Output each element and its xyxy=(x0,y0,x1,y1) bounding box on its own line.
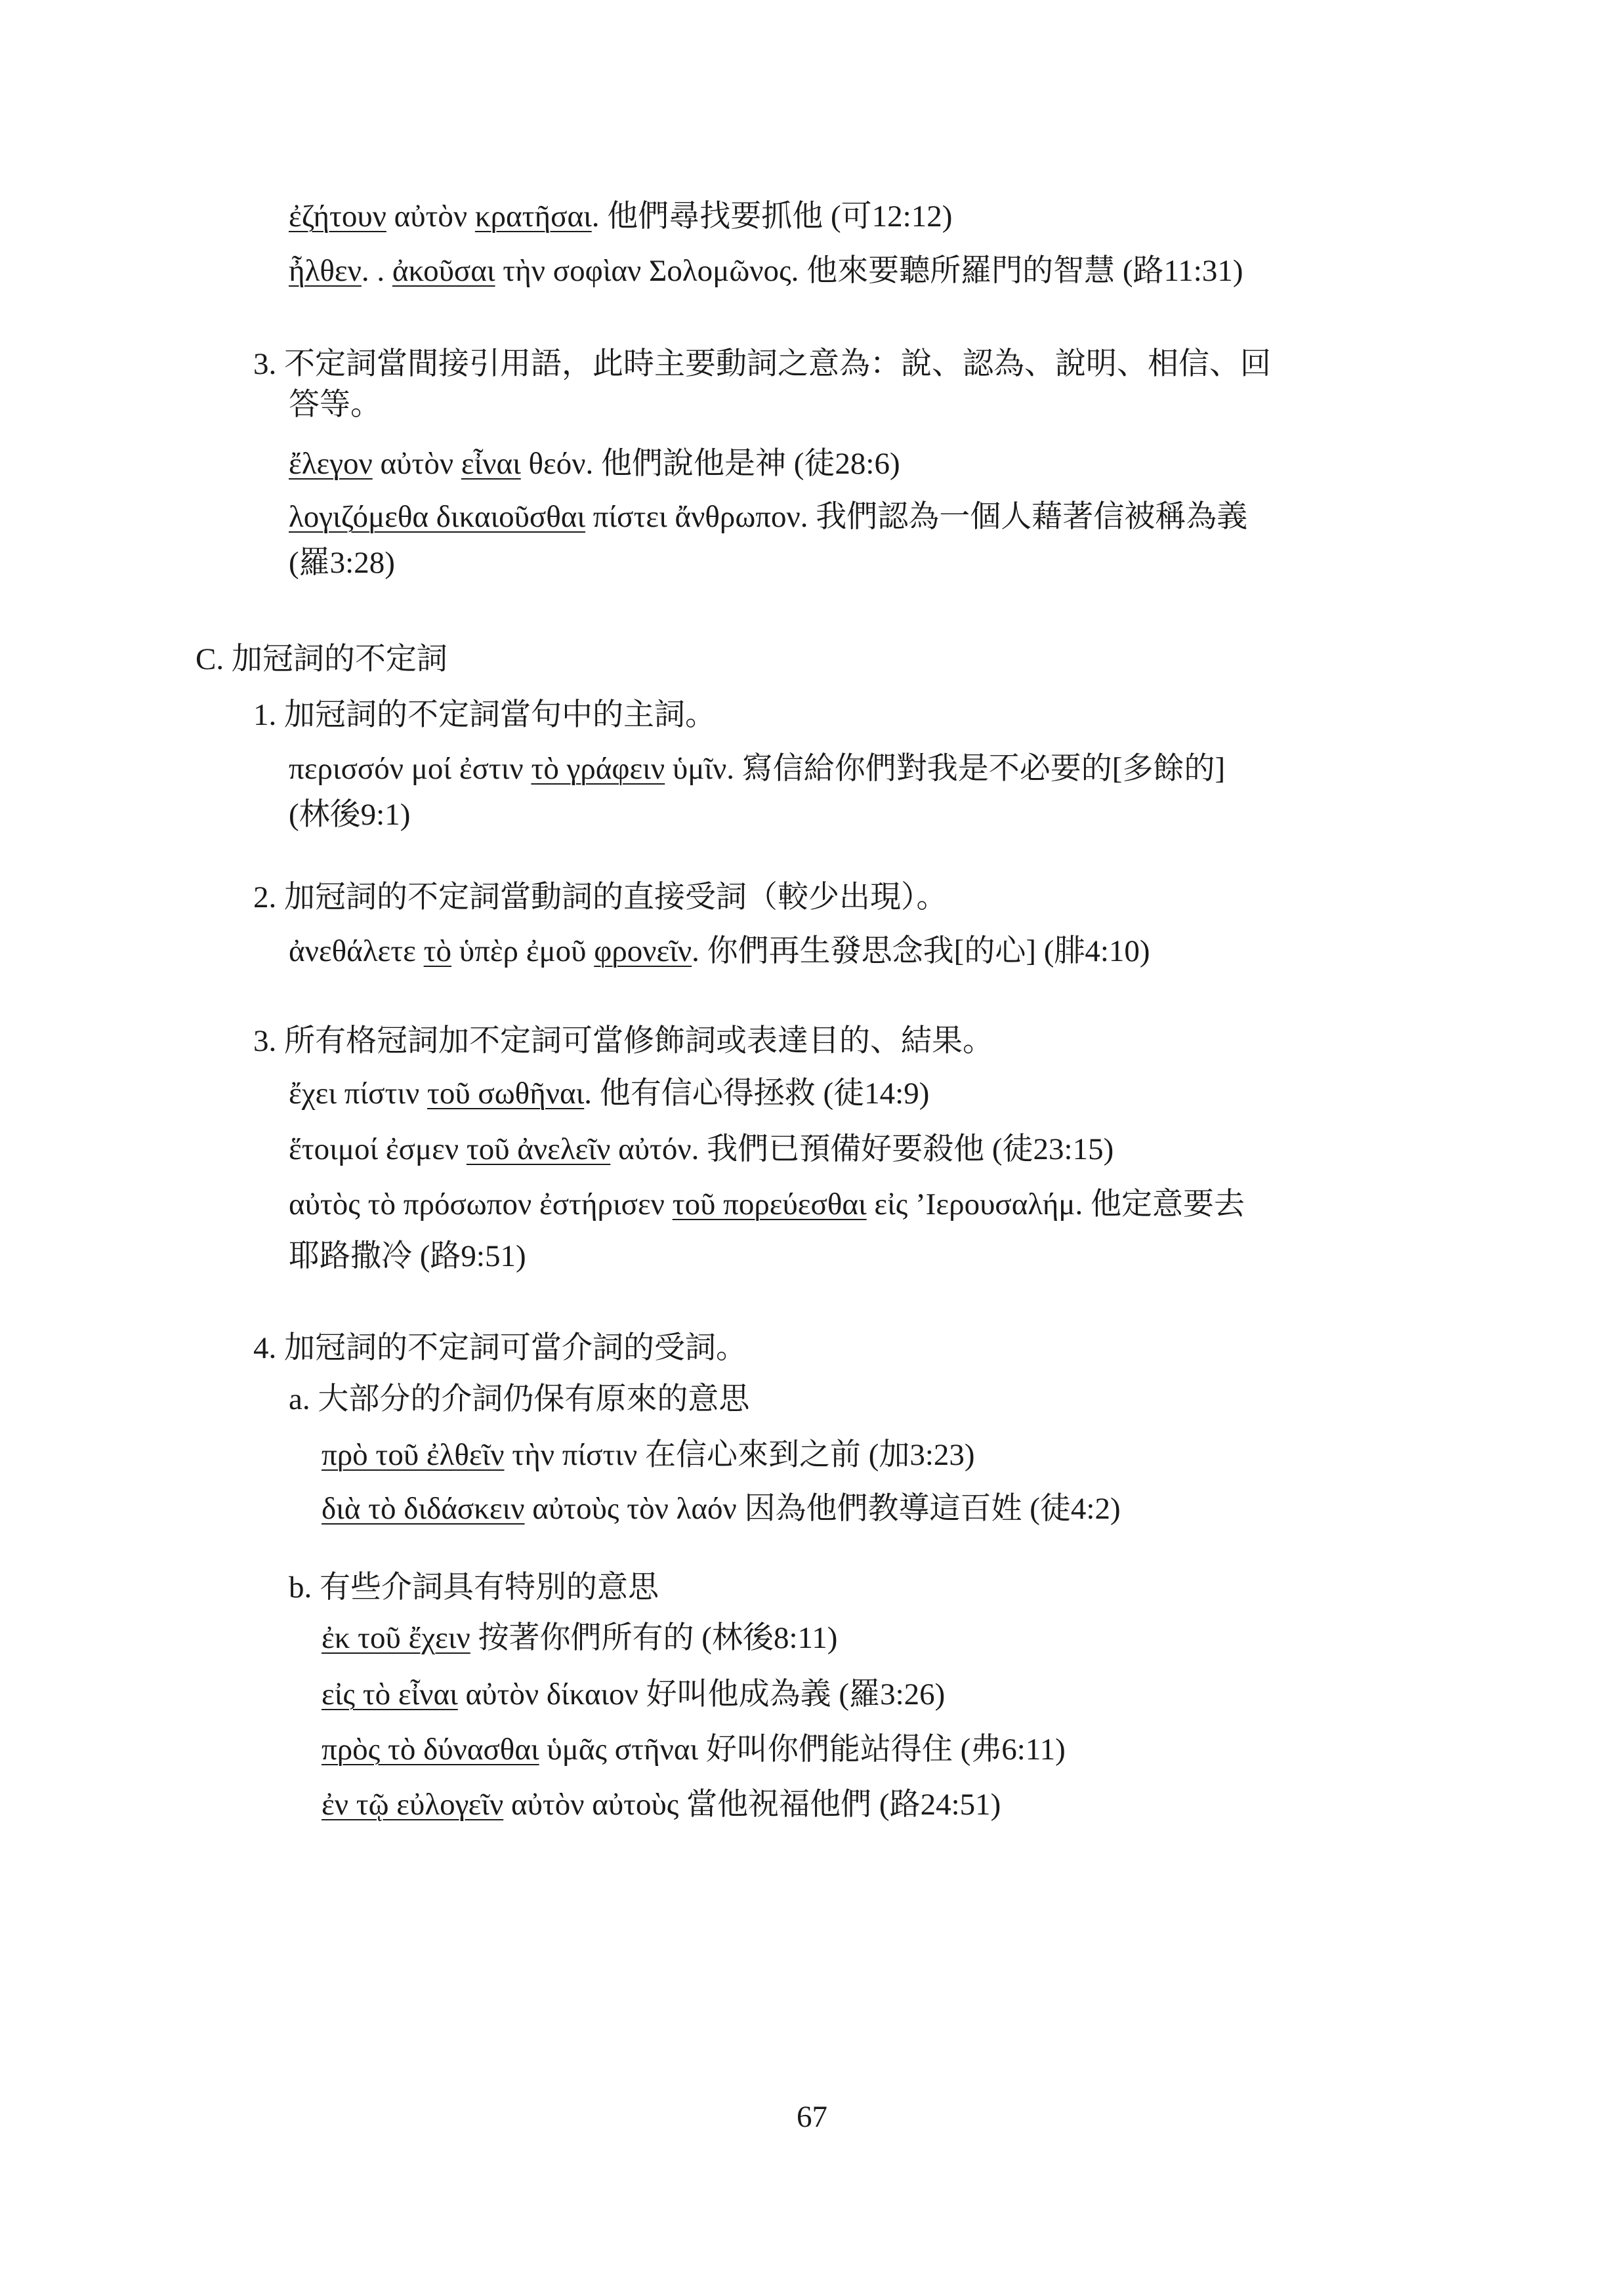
underlined-greek-phrase: τοῦ πορεύεσθαι xyxy=(672,1187,867,1221)
text-segment: ὑμῖν. 寫信給你們對我是不必要的[多餘的] xyxy=(665,752,1226,786)
text-segment: ἔχει πίστιν xyxy=(289,1076,427,1111)
list-item-heading-continuation: 答等。 xyxy=(289,388,381,422)
example-line xyxy=(289,197,952,236)
list-item-heading: 3. 不定詞當間接引用語，此時主要動詞之意為：說、認為、說明、相信、回 xyxy=(253,347,1271,381)
text-segment: αὐτὸς τὸ πρόσωπον ἐστήρισεν xyxy=(289,1187,673,1221)
list-item-heading: 1. 加冠詞的不定詞當句中的主詞。 xyxy=(253,698,716,732)
text-segment: εἰς ’Ιερουσαλήμ. 他定意要去 xyxy=(866,1187,1245,1221)
text-segment: αὐτόν. 我們已預備好要殺他 (徒23:15) xyxy=(610,1132,1114,1166)
example-reference: (林後9:1) xyxy=(289,798,411,832)
underlined-greek-phrase: τὸ xyxy=(423,934,452,968)
example-line xyxy=(322,1489,1121,1528)
example-line xyxy=(289,497,1247,537)
example-reference: (羅3:28) xyxy=(289,546,395,580)
underlined-greek-phrase: ἦλθεν xyxy=(289,254,362,288)
example-line xyxy=(289,932,1150,971)
underlined-greek-phrase: ἀκοῦσαι xyxy=(392,254,495,288)
example-line xyxy=(289,1185,1245,1224)
list-item-heading: 4. 加冠詞的不定詞可當介詞的受詞。 xyxy=(253,1331,747,1365)
text-segment: 按著你們所有的 (林後8:11) xyxy=(470,1621,838,1655)
example-line xyxy=(322,1785,1001,1824)
underlined-greek-phrase: πρὸς τὸ δύνασθαι xyxy=(322,1732,539,1767)
text-segment: περισσόν μοί ἐστιν xyxy=(289,752,531,786)
text-segment: αὐτοὺς τὸν λαόν 因為他們教導這百姓 (徒4:2) xyxy=(524,1492,1121,1526)
list-item-heading: 3. 所有格冠詞加不定詞可當修飾詞或表達目的、結果。 xyxy=(253,1024,993,1058)
underlined-greek-phrase: πρὸ τοῦ ἐλθεῖν xyxy=(322,1438,505,1472)
underlined-greek-phrase: κρατῆσαι xyxy=(474,199,592,234)
sub-item-heading: b. 有些介詞具有特別的意思 xyxy=(289,1570,659,1605)
example-line xyxy=(289,749,1225,789)
sub-item-heading: a. 大部分的介詞仍保有原來的意思 xyxy=(289,1382,750,1416)
underlined-greek-phrase: ἐκ τοῦ ἔχειν xyxy=(322,1621,470,1655)
underlined-greek-phrase: τοῦ ἀνελεῖν xyxy=(466,1132,611,1166)
example-line xyxy=(289,444,900,483)
underlined-greek-phrase: εἶναι xyxy=(461,447,521,481)
text-segment: ἕτοιμοί ἐσμεν xyxy=(289,1132,467,1166)
text-segment: . 你們再生發思念我[的心] (腓4:10) xyxy=(692,934,1150,968)
example-line xyxy=(322,1675,945,1714)
text-segment: αὐτὸν αὐτοὺς 當他祝福他們 (路24:51) xyxy=(503,1788,1001,1822)
example-line xyxy=(289,1130,1114,1169)
text-segment: αὐτὸν xyxy=(372,447,461,481)
text-segment: . . xyxy=(361,254,392,288)
example-line xyxy=(289,1074,929,1113)
underlined-greek-phrase: τὸ γράφειν xyxy=(531,752,665,786)
page-number: 67 xyxy=(797,2100,827,2134)
text-segment: ὑπὲρ ἐμοῦ xyxy=(451,934,594,968)
text-segment: . 他們尋找要抓他 (可12:12) xyxy=(591,199,953,234)
text-segment: αὐτὸν xyxy=(386,199,475,234)
example-reference: 耶路撒冷 (路9:51) xyxy=(289,1239,526,1273)
example-line xyxy=(289,251,1243,291)
example-line xyxy=(322,1435,975,1475)
underlined-greek-phrase: ἔλεγον xyxy=(289,447,373,481)
text-segment: ἀνεθάλετε xyxy=(289,934,424,968)
example-line xyxy=(322,1618,837,1658)
text-segment: θεόν. 他們說他是神 (徒28:6) xyxy=(520,447,900,481)
underlined-greek-phrase: τοῦ σωθῆναι xyxy=(427,1076,585,1111)
text-segment: τὴν σοφὶαν Σολομῶνος. 他來要聽所羅門的智慧 (路11:31) xyxy=(495,254,1243,288)
list-item-heading: 2. 加冠詞的不定詞當動詞的直接受詞（較少出現）。 xyxy=(253,880,947,914)
underlined-greek-phrase: ἐζήτουν xyxy=(289,199,386,234)
section-heading: C. 加冠詞的不定詞 xyxy=(196,642,448,676)
underlined-greek-phrase: φρονεῖν xyxy=(594,934,692,968)
example-line xyxy=(322,1730,1066,1769)
underlined-greek-phrase: λογιζόμεθα δικαιοῦσθαι xyxy=(289,500,586,534)
text-segment: τὴν πίστιν 在信心來到之前 (加3:23) xyxy=(504,1438,975,1472)
text-segment: πίστει ἄνθρωπον. 我們認為一個人藉著信被稱為義 xyxy=(585,500,1248,534)
text-segment: . 他有信心得拯救 (徒14:9) xyxy=(584,1076,930,1111)
underlined-greek-phrase: εἰς τὸ εἶναι xyxy=(322,1677,458,1712)
underlined-greek-phrase: διὰ τὸ διδάσκειν xyxy=(322,1492,525,1526)
text-segment: αὐτὸν δίκαιον 好叫他成為義 (羅3:26) xyxy=(457,1677,946,1712)
text-segment: ὑμᾶς στῆναι 好叫你們能站得住 (弗6:11) xyxy=(539,1732,1066,1767)
underlined-greek-phrase: ἐν τῷ εὐλογεῖν xyxy=(322,1788,504,1822)
